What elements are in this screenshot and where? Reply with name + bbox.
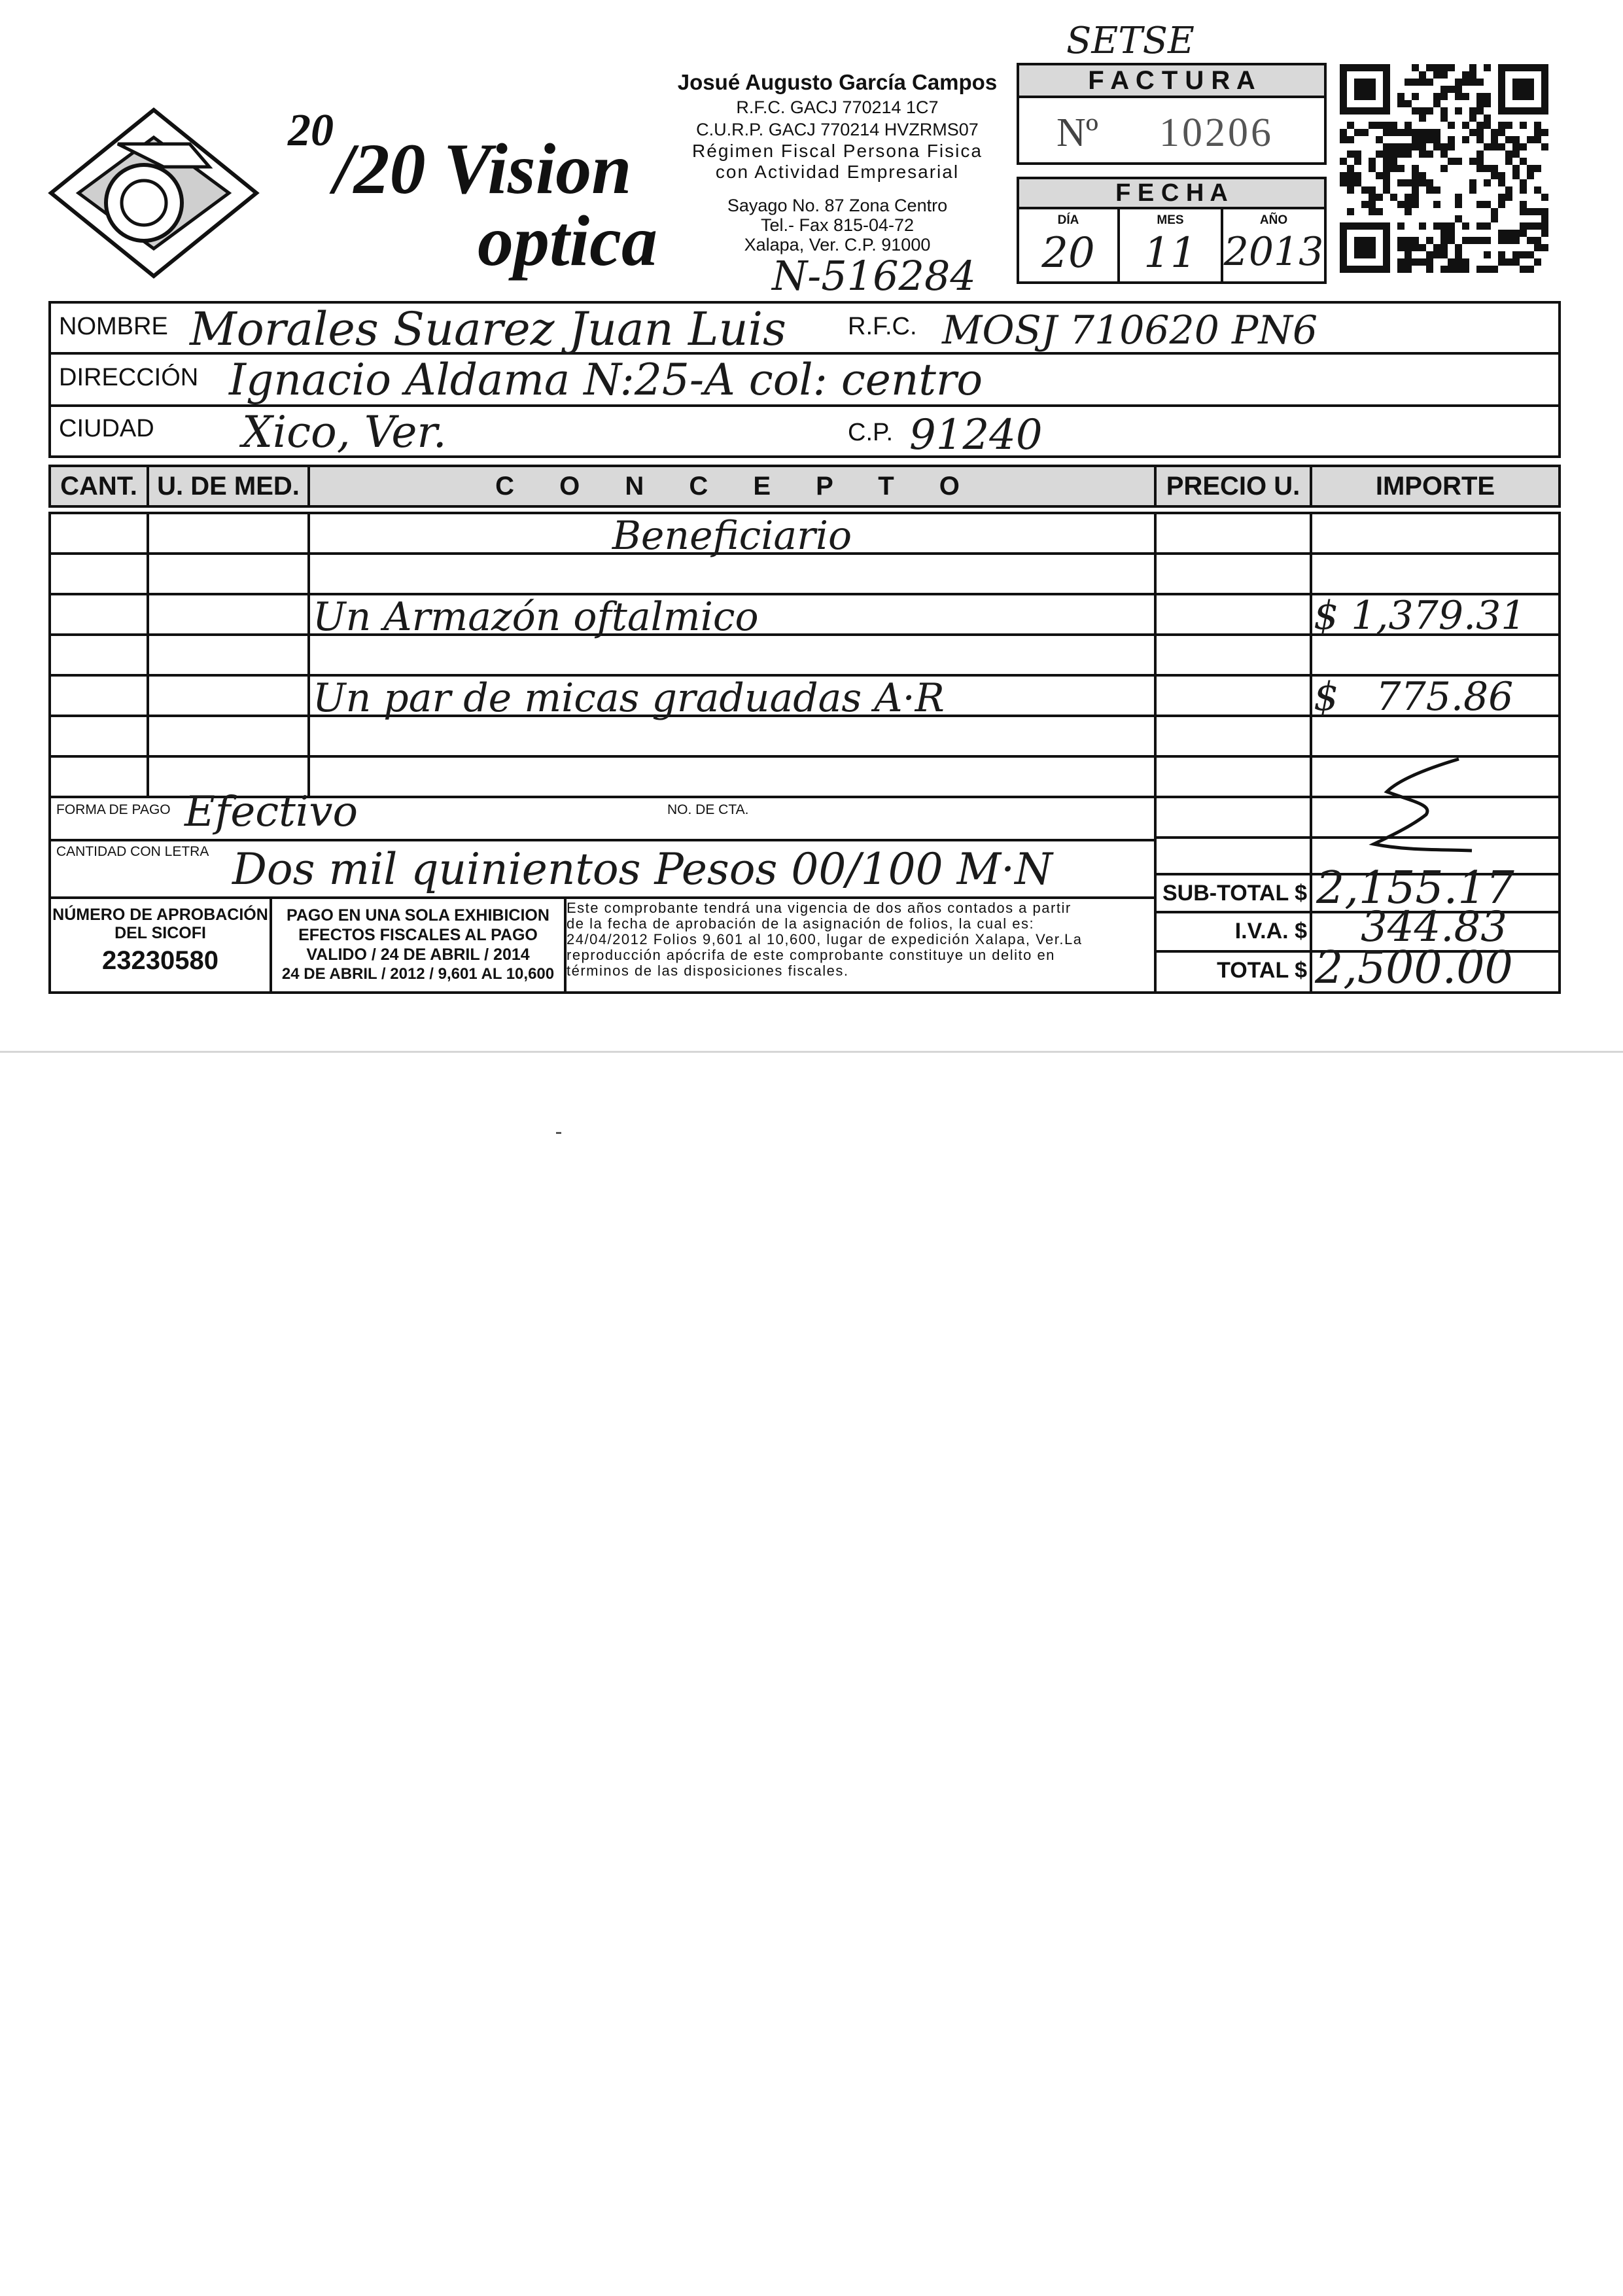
factura-number: 10206 <box>1159 111 1274 155</box>
issuer-regimen-2: con Actividad Empresarial <box>715 162 960 182</box>
sicofi-number: 23230580 <box>102 946 218 975</box>
legal-line-1: Este comprobante tendrá una vigencia de dos años contados a partir <box>567 900 1072 916</box>
legal-text <box>567 900 1153 979</box>
client-address: Ignacio Aldama N:25-A col: centro <box>229 355 983 405</box>
client-cp-label: C.P. <box>848 419 894 446</box>
issuer-name: Josué Augusto García Campos <box>677 70 998 94</box>
legal-line-4: reproducción apócrifa de este comprobante constituye un delito en <box>567 947 1055 963</box>
header-precio: PRECIO U. <box>1157 467 1310 505</box>
iva-label: I.V.A. $ <box>1234 919 1307 944</box>
sicofi-label-1: NÚMERO DE APROBACIÓN <box>52 906 268 924</box>
client-address-label: DIRECCIÓN <box>59 364 199 391</box>
client-rfc: MOSJ 710620 PN6 <box>942 308 1318 353</box>
legal-line-5: términos de las disposiciones fiscales. <box>567 963 849 979</box>
scan-speck <box>556 1132 561 1134</box>
subtotal-value: 2,155.17 <box>1316 862 1514 914</box>
issuer-block <box>661 69 1014 255</box>
subtotal-label: SUB-TOTAL $ <box>1162 881 1307 906</box>
issuer-address: Sayago No. 87 Zona Centro <box>727 196 948 215</box>
fecha-year: 2013 <box>1223 229 1324 275</box>
fecha-month: 11 <box>1143 229 1197 277</box>
client-city: Xico, Ver. <box>242 407 447 457</box>
brand-logo-text <box>281 92 674 288</box>
brand-line1-prefix: 20 <box>288 105 334 156</box>
cantidad-letra-label: CANTIDAD CON LETRA <box>56 844 209 859</box>
client-rfc-label: R.F.C. <box>848 313 917 340</box>
sigma-sum-icon <box>1348 752 1478 857</box>
fecha-year-label: AÑO <box>1259 213 1288 227</box>
table-row-3-importe: $ 1,379.31 <box>1314 593 1526 639</box>
header-umed: U. DE MED. <box>149 467 307 505</box>
issuer-rfc: R.F.C. GACJ 770214 1C7 <box>736 97 939 117</box>
cuenta-label: NO. DE CTA. <box>667 802 749 817</box>
header-concepto: C O N C E P T O <box>310 467 1154 505</box>
factura-number-prefix: Nº <box>1056 111 1098 155</box>
client-name-label: NOMBRE <box>59 313 168 340</box>
legal-line-3: 24/04/2012 Folios 9,601 al 10,600, lugar de expedición Xalapa, Ver.La <box>567 931 1083 947</box>
forma-pago-label: FORMA DE PAGO <box>56 802 171 817</box>
paper-edge <box>0 1051 1623 1053</box>
header-cant: CANT. <box>51 467 147 505</box>
table-row-1-concepto: Beneficiario <box>612 513 852 559</box>
client-cp: 91240 <box>909 411 1043 459</box>
fecha-day: 20 <box>1041 229 1095 277</box>
iva-value: 344.83 <box>1361 903 1507 951</box>
header-importe: IMPORTE <box>1312 467 1558 505</box>
fecha-month-label: MES <box>1157 213 1184 227</box>
forma-pago-value: Efectivo <box>184 788 358 836</box>
pago-info-4: 24 DE ABRIL / 2012 / 9,601 AL 10,600 <box>281 965 555 983</box>
table-row-5-importe: $ 775.86 <box>1314 674 1514 720</box>
pago-info-1: PAGO EN UNA SOLA EXHIBICION <box>287 906 550 925</box>
issuer-phone: Tel.- Fax 815-04-72 <box>760 215 915 235</box>
brand-line1: /20 Vision <box>334 129 632 209</box>
client-city-label: CIUDAD <box>59 415 154 442</box>
handwritten-ref: N-516284 <box>772 252 976 300</box>
top-note: SETSE <box>1066 20 1195 62</box>
table-row-3-concepto: Un Armazón oftalmico <box>313 594 759 640</box>
eye-diamond-logo-icon <box>46 105 262 281</box>
client-name: Morales Suarez Juan Luis <box>190 302 786 356</box>
sicofi-block <box>51 906 270 979</box>
issuer-city: Xalapa, Ver. C.P. 91000 <box>744 235 931 255</box>
fecha-day-label: DÍA <box>1057 213 1079 227</box>
factura-label: F A C T U R A <box>1088 66 1255 95</box>
brand-line2: optica <box>478 201 657 281</box>
issuer-regimen-1: Régimen Fiscal Persona Fisica <box>692 141 983 161</box>
fecha-label: F E C H A <box>1115 179 1228 207</box>
table-row-5-concepto: Un par de micas graduadas A·R <box>313 675 945 721</box>
pago-info-block <box>272 906 564 984</box>
pago-info-2: EFECTOS FISCALES AL PAGO <box>298 926 538 944</box>
sicofi-label-2: DEL SICOFI <box>114 924 206 942</box>
total-label: TOTAL $ <box>1217 958 1307 983</box>
qr-code-icon <box>1337 62 1550 277</box>
legal-line-2: de la fecha de aprobación de la asignación de folios, la cual es: <box>567 915 1035 932</box>
cantidad-letra-value: Dos mil quinientos Pesos 00/100 M·N <box>232 844 1053 894</box>
issuer-curp: C.U.R.P. GACJ 770214 HVZRMS07 <box>696 120 979 139</box>
pago-info-3: VALIDO / 24 DE ABRIL / 2014 <box>306 945 530 964</box>
total-value: 2,500.00 <box>1315 942 1513 994</box>
